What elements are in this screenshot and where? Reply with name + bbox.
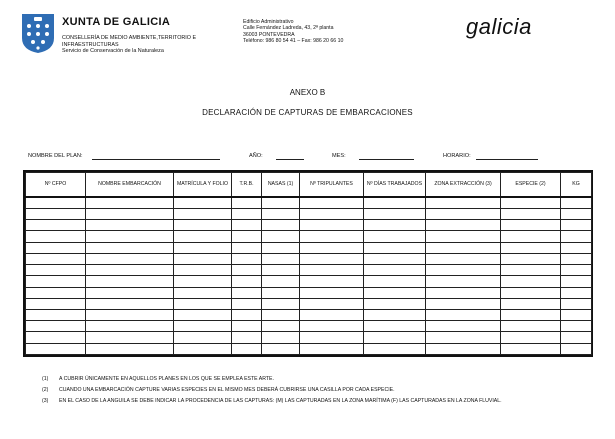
table-cell[interactable] [232,220,262,231]
table-row [26,197,592,209]
annex-title: ANEXO B [289,88,326,97]
footnote-number: (1) [42,376,49,382]
table-row [26,265,592,276]
table-cell[interactable] [232,321,262,332]
table-cell[interactable] [26,242,86,253]
table-cell[interactable] [300,332,364,343]
address-line: Teléfono: 986 80 54 41 – Fax: 986 20 66 10 [243,38,344,45]
col-header-registration: MATRÍCULA Y FOLIO [174,173,232,197]
table-row [26,276,592,287]
table-cell[interactable] [364,197,426,209]
table-cell[interactable] [561,231,592,242]
table-header-row [26,173,592,197]
col-header-extraction-zone: ZONA EXTRACCIÓN (3) [426,173,501,197]
xunta-logo [20,12,56,54]
table-cell[interactable] [262,208,300,219]
table-cell[interactable] [364,321,426,332]
col-header-crew: Nº TRIPULANTES [300,173,364,197]
table-cell[interactable] [174,276,232,287]
table-cell[interactable] [86,276,174,287]
table-cell[interactable] [262,220,300,231]
table-cell[interactable] [426,321,501,332]
table-cell[interactable] [501,253,561,264]
table-cell[interactable] [501,242,561,253]
table-row [26,298,592,309]
table-cell[interactable] [86,298,174,309]
table-cell[interactable] [561,197,592,209]
table-cell[interactable] [174,242,232,253]
table-cell[interactable] [426,343,501,354]
table-cell[interactable] [174,220,232,231]
table-cell[interactable] [26,276,86,287]
table-cell[interactable] [501,287,561,298]
table-cell[interactable] [426,253,501,264]
catch-table [23,170,593,357]
table-cell[interactable] [262,321,300,332]
table-cell[interactable] [26,265,86,276]
table-cell[interactable] [86,220,174,231]
table-cell[interactable] [501,197,561,209]
address-line: Edificio Administrativo [243,19,294,25]
table-cell[interactable] [174,309,232,320]
table-cell[interactable] [364,265,426,276]
table-cell[interactable] [300,242,364,253]
table-cell[interactable] [501,298,561,309]
table-cell[interactable] [174,321,232,332]
table-cell[interactable] [26,298,86,309]
table-cell[interactable] [426,332,501,343]
table-cell[interactable] [561,309,592,320]
xunta-shield-icon [20,12,56,54]
table-cell[interactable] [501,231,561,242]
table-cell[interactable] [86,287,174,298]
footnote [42,385,502,396]
table-cell[interactable] [501,220,561,231]
plan-name-field[interactable] [92,159,220,160]
footnote-text: CUANDO UNA EMBARCACIÓN CAPTURE VARIAS ESPECIES EN EL MISMO MES DEBERÁ CUBRIRSE UNA CASILLA POR CADA ESPECIE. [59,387,395,394]
table-cell[interactable] [232,242,262,253]
dept-line: INFRAESTRUCTURAS [62,41,119,48]
table-cell[interactable] [26,343,86,354]
table-cell[interactable] [26,197,86,209]
table-cell[interactable] [561,321,592,332]
table-row [26,208,592,219]
table-row [26,253,592,264]
table-cell[interactable] [561,287,592,298]
table-cell[interactable] [174,265,232,276]
table-row [26,321,592,332]
table-cell[interactable] [300,298,364,309]
table-cell[interactable] [232,231,262,242]
address-line: Calle Fernández Ladreda, 43, 2ª planta [243,25,334,32]
table-cell[interactable] [561,253,592,264]
table-cell[interactable] [174,287,232,298]
table-cell[interactable] [174,208,232,219]
table-cell[interactable] [561,332,592,343]
table-cell[interactable] [300,287,364,298]
table-cell[interactable] [364,298,426,309]
table-cell[interactable] [300,321,364,332]
schedule-label: HORARIO: [443,153,471,159]
table-cell[interactable] [174,253,232,264]
table-cell[interactable] [262,231,300,242]
table-cell[interactable] [262,265,300,276]
table-cell[interactable] [300,343,364,354]
footnote [42,374,502,385]
col-header-species: ESPECIE (2) [501,173,561,197]
col-header-vessel-name: NOMBRE EMBARCACIÓN [86,173,174,197]
table-cell[interactable] [262,242,300,253]
table-cell[interactable] [26,208,86,219]
table-cell[interactable] [426,231,501,242]
address-line: 36003 PONTEVEDRA [243,31,295,38]
table-cell[interactable] [26,332,86,343]
table-cell[interactable] [262,253,300,264]
table-cell[interactable] [232,309,262,320]
table-cell[interactable] [174,343,232,354]
table-cell[interactable] [232,343,262,354]
plan-name-label: NOMBRE DEL PLAN: [28,153,83,159]
address-block [243,19,343,45]
table-cell[interactable] [86,343,174,354]
table-cell[interactable] [300,276,364,287]
month-field[interactable] [359,159,414,160]
table-cell[interactable] [262,276,300,287]
table-cell[interactable] [300,253,364,264]
footnote-number: (2) [42,387,49,394]
table-cell[interactable] [501,265,561,276]
table-cell[interactable] [561,208,592,219]
table-cell[interactable] [561,220,592,231]
table-cell[interactable] [26,253,86,264]
table-cell[interactable] [26,321,86,332]
document-title: DECLARACIÓN DE CAPTURAS DE EMBARCACIONES [202,108,413,117]
table-cell[interactable] [364,343,426,354]
table-cell[interactable] [300,208,364,219]
table-cell[interactable] [364,231,426,242]
table-cell[interactable] [426,298,501,309]
dept-line: CONSELLERÍA DE MEDIO AMBIENTE,TERRITORIO E [62,35,197,41]
table-cell[interactable] [174,298,232,309]
table-cell[interactable] [262,332,300,343]
table-cell[interactable] [561,276,592,287]
table-cell[interactable] [86,332,174,343]
year-field[interactable] [276,159,304,160]
table-cell[interactable] [174,332,232,343]
table-row [26,309,592,320]
table-cell[interactable] [300,197,364,209]
table-cell[interactable] [426,287,501,298]
table-row [26,332,592,343]
table-cell[interactable] [501,309,561,320]
table-cell[interactable] [232,287,262,298]
table-cell[interactable] [426,208,501,219]
table-cell[interactable] [232,298,262,309]
table-cell[interactable] [262,287,300,298]
table-cell[interactable] [86,321,174,332]
table-cell[interactable] [364,287,426,298]
year-label: AÑO: [249,153,263,159]
table-cell[interactable] [426,309,501,320]
table-cell[interactable] [501,321,561,332]
table-cell[interactable] [86,309,174,320]
table-row [26,220,592,231]
table-cell[interactable] [501,208,561,219]
table-cell[interactable] [561,343,592,354]
table-cell[interactable] [300,309,364,320]
table-cell[interactable] [364,309,426,320]
footnotes [42,374,502,408]
footnote-number: (3) [42,398,49,405]
table-cell[interactable] [364,253,426,264]
table-cell[interactable] [426,220,501,231]
table-cell[interactable] [86,265,174,276]
table-cell[interactable] [86,208,174,219]
table-cell[interactable] [501,343,561,354]
table-cell[interactable] [86,197,174,209]
footnote-text: EN EL CASO DE LA ANGUILA SE DEBE INDICAR LA PROCEDENCIA DE LAS CAPTURAS: (M) LAS CAPTURADAS EN LA ZONA MARÍTIMA (F) LAS CAPTURADAS EN LA ZONA FLUVIAL. [59,398,502,405]
table-cell[interactable] [300,231,364,242]
table-cell[interactable] [174,197,232,209]
table-cell[interactable] [262,343,300,354]
table-cell[interactable] [561,265,592,276]
table-cell[interactable] [26,309,86,320]
table-cell[interactable] [364,332,426,343]
table-cell[interactable] [364,208,426,219]
table-cell[interactable] [232,265,262,276]
table-cell[interactable] [364,220,426,231]
table-cell[interactable] [426,276,501,287]
table-row [26,287,592,298]
table-cell[interactable] [26,287,86,298]
schedule-field[interactable] [476,159,538,160]
table-cell[interactable] [300,220,364,231]
table-cell[interactable] [262,197,300,209]
table-cell[interactable] [364,242,426,253]
footnote [42,396,502,407]
table-cell[interactable] [232,332,262,343]
col-header-trb: T.R.B. [232,173,262,197]
table-row [26,231,592,242]
department-block [62,35,196,55]
table-cell[interactable] [26,231,86,242]
table-cell[interactable] [86,253,174,264]
table-row [26,242,592,253]
table-cell[interactable] [561,242,592,253]
table-body [26,197,592,355]
table-cell[interactable] [174,231,232,242]
col-header-kg: KG [561,173,592,197]
org-title: XUNTA DE GALICIA [62,16,171,28]
col-header-traps: NASAS (1) [262,173,300,197]
table-cell[interactable] [232,208,262,219]
table-cell[interactable] [561,298,592,309]
month-label: MES: [332,153,346,159]
table-cell[interactable] [300,265,364,276]
table-cell[interactable] [501,332,561,343]
table-cell[interactable] [262,309,300,320]
col-header-cfpo: Nº CFPO [26,173,86,197]
table-cell[interactable] [86,242,174,253]
table-cell[interactable] [86,231,174,242]
table-cell[interactable] [501,276,561,287]
table-cell[interactable] [232,253,262,264]
table-cell[interactable] [262,298,300,309]
table-cell[interactable] [426,265,501,276]
table-cell[interactable] [232,197,262,209]
table-cell[interactable] [232,276,262,287]
galicia-brand-logo: galicia [466,14,532,39]
table-cell[interactable] [426,242,501,253]
col-header-days-worked: Nº DÍAS TRABAJADOS [364,173,426,197]
table-cell[interactable] [426,197,501,209]
dept-line: Servicio de Conservación de la Naturaleza [62,48,164,55]
footnote-text: A CUBRIR ÚNICAMENTE EN AQUELLOS PLANES EN LOS QUE SE EMPLEA ESTE ARTE. [59,376,274,382]
table-row [26,343,592,354]
table-cell[interactable] [364,276,426,287]
table-cell[interactable] [26,220,86,231]
